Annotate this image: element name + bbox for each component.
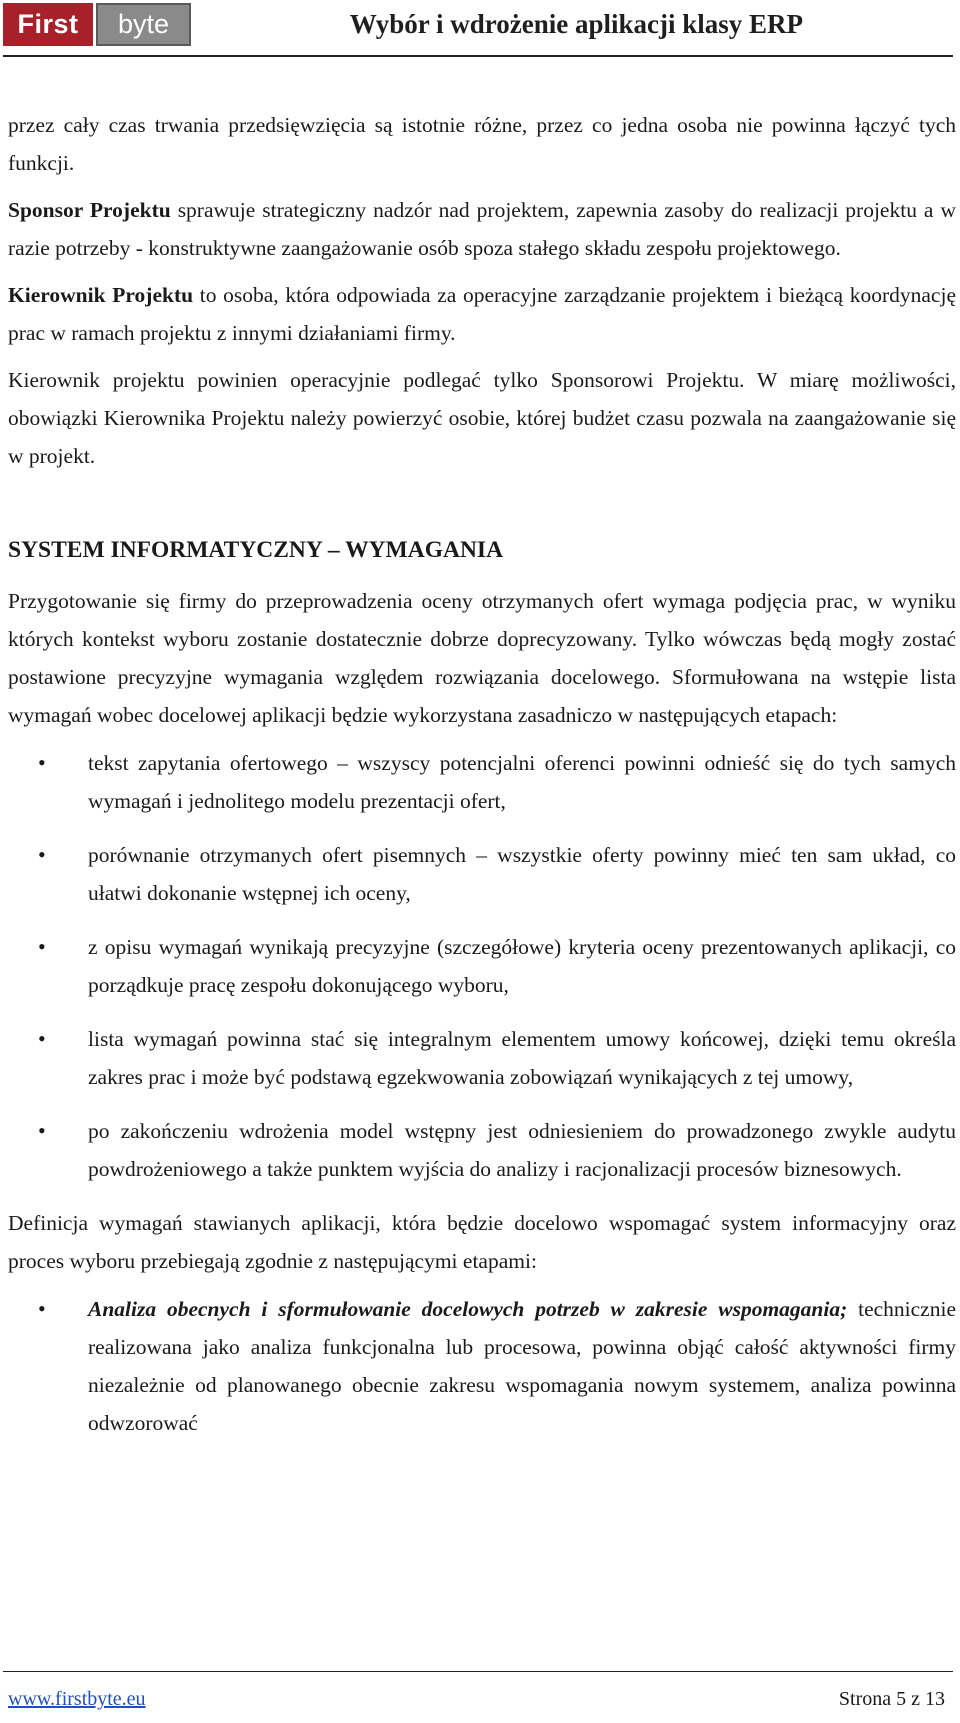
list-item [8,1112,956,1188]
term-manager: Kierownik Projektu [8,283,194,307]
list-item-text: z opisu wymagań wynikają precyzyjne (szczegółowe) kryteria oceny prezentowanych aplikacji, co porządkuje pracę zespołu dokonującego wyboru, [88,935,956,997]
paragraph-requirements-intro: Przygotowanie się firmy do przeprowadzenia oceny otrzymanych ofert wymaga podjęcia prac, w wyniku których kontekst wyboru zostanie dostatecznie dobrze doprecyzowany. Tylko wówczas będą mogły zostać postawione precyzyjne wymagania względem rozwiązania docelowego. Sformułowana na wstępie lista wymagań wobec docelowej aplikacji będzie wykorzystana zasadniczo w następujących etapach: [8,589,956,727]
term-sponsor: Sponsor Projektu [8,198,171,222]
paragraph-sponsor [8,191,956,267]
section-heading: SYSTEM INFORMATYCZNY – WYMAGANIA [8,537,504,563]
page-content [8,106,956,1458]
list-item [8,928,956,1004]
stages-list [8,744,956,1188]
bullet: • [38,750,46,775]
list-item [8,1290,956,1442]
stage-title: Analiza obecnych i sformułowanie docelowych potrzeb w zakresie wspomagania; [88,1297,848,1321]
bullet: • [38,1296,46,1321]
logo-first: First [3,3,93,46]
page-header [0,0,960,58]
list-item-text: porównanie otrzymanych ofert pisemnych – wszystkie oferty powinny mieć ten sam układ, co ułatwi dokonanie wstępnej ich oceny, [88,843,956,905]
website-link[interactable]: www.firstbyte.eu [8,1688,146,1710]
paragraph-definition: Definicja wymagań stawianych aplikacji, która będzie docelowo wspomagać system informacyjny oraz proces wyboru przebiegają zgodnie z następującymi etapami: [8,1211,956,1273]
document-title: Wybór i wdrożenie aplikacji klasy ERP [349,9,803,39]
bullet: • [38,1118,46,1143]
firstbyte-logo [3,3,191,46]
logo-byte: byte [96,3,191,46]
bullet: • [38,842,46,867]
definition-stages-list [8,1290,956,1442]
list-item-text: lista wymagań powinna stać się integralnym elementem umowy końcowej, dzięki temu określa zakres prac i może być podstawą egzekwowania zobowiązań wynikających z tej umowy, [88,1027,956,1089]
sponsor-description: sprawuje strategiczny nadzór nad projektem, zapewnia zasoby do realizacji projektu a w razie potrzeby - konstruktywne zaangażowanie osób spoza stałego składu zespołu projektowego. [8,198,956,260]
bullet: • [38,1026,46,1051]
paragraph-manager [8,276,956,352]
stage-description: technicznie realizowana jako analiza funkcjonalna lub procesowa, powinna objąć całość aktywności firmy niezależnie od planowanego obecnie zakresu wspomagania nowym systemem, analiza powinna odwzorować [88,1297,956,1435]
list-item [8,1020,956,1096]
list-item-text: po zakończeniu wdrożenia model wstępny jest odniesieniem do prowadzonego zwykle audytu powdrożeniowego a także punktem wyjścia do analizy i racjonalizacji procesów biznesowych. [88,1119,956,1181]
paragraph-manager-reporting: Kierownik projektu powinien operacyjnie podlegać tylko Sponsorowi Projektu. W miarę możliwości, obowiązki Kierownika Projektu należy powierzyć osobie, której budżet czasu pozwala na zaangażowanie się w projekt. [8,368,956,468]
manager-description: to osoba, która odpowiada za operacyjne zarządzanie projektem i bieżącą koordynację prac w ramach projektu z innymi działaniami firmy. [8,283,956,345]
paragraph-continued: przez cały czas trwania przedsięwzięcia są istotnie różne, przez co jedna osoba nie powinna łączyć tych funkcji. [8,113,956,175]
page-number: Strona 5 z 13 [838,1688,945,1710]
list-item [8,744,956,820]
header-divider [3,55,953,57]
list-item [8,836,956,912]
footer-divider [3,1671,953,1672]
list-item-text: tekst zapytania ofertowego – wszyscy potencjalni oferenci powinni odnieść się do tych samych wymagań i jednolitego modelu prezentacji ofert, [88,751,956,813]
bullet: • [38,934,46,959]
